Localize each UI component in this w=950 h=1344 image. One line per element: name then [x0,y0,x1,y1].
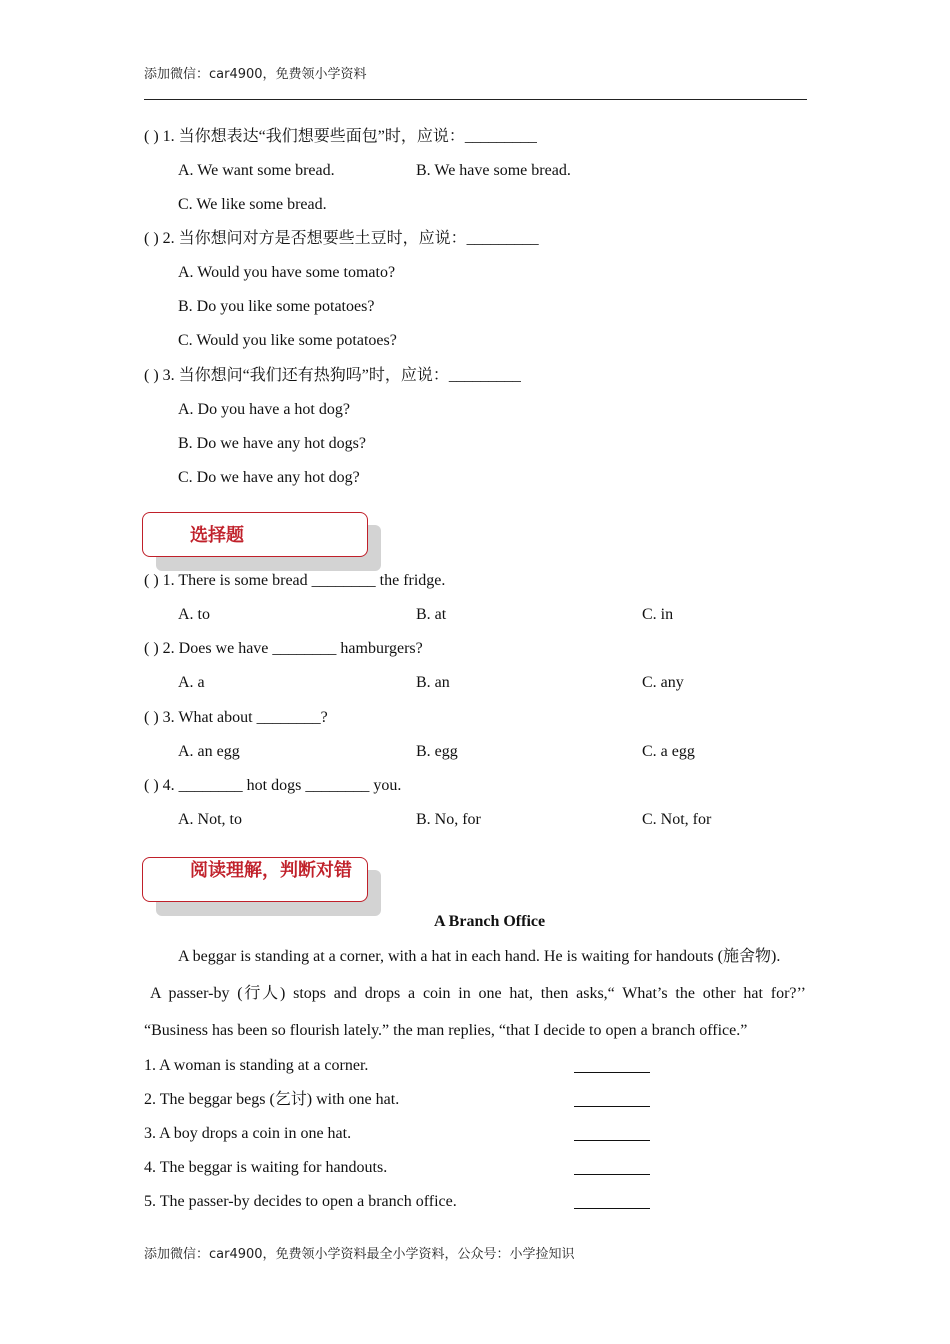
page-header: 添加微信：car4900，免费领小学资料 [144,67,367,82]
choice-q3-stem: ( ) 3. What about ________? [144,709,328,726]
situational-q2-stem: ( ) 2. 当你想问对方是否想要些土豆时，应说：_________ [144,230,539,247]
choice-q2-option-c: C. any [642,674,684,691]
choice-q4-option-a: A. Not, to [178,811,242,828]
situational-q1-option-c: C. We like some bread. [178,196,327,213]
choice-q1-option-c: C. in [642,606,674,623]
situational-q2-option-a: A. Would you have some tomato? [178,264,396,281]
choice-q4-stem: ( ) 4. ________ hot dogs ________ you. [144,777,402,794]
choice-q3-option-a: A. an egg [178,743,240,760]
choice-q1-option-b: B. at [416,606,447,623]
choice-q1-option-a: A. to [178,606,210,623]
situational-q1-option-b: B. We have some bread. [416,162,571,179]
choice-q4-option-b: B. No, for [416,811,481,828]
statement-3: 3. A boy drops a coin in one hat. [144,1125,352,1142]
choice-q2-option-a: A. a [178,674,205,691]
choice-q4-option-c: C. Not, for [642,811,712,828]
choice-q2-option-b: B. an [416,674,450,691]
statement-4: 4. The beggar is waiting for handouts. [144,1159,388,1176]
page-footer: 添加微信：car4900，免费领小学资料最全小学资料，公众号：小学捡知识 [144,1247,575,1262]
situational-q3-option-a: A. Do you have a hot dog? [178,401,350,418]
situational-q2-option-b: B. Do you like some potatoes? [178,298,375,315]
choice-q2-stem: ( ) 2. Does we have ________ hamburgers? [144,640,423,657]
situational-q1-stem: ( ) 1. 当你想表达“我们想要些面包”时，应说：_________ [144,128,537,145]
statement-5: 5. The passer-by decides to open a branch office. [144,1193,457,1210]
passage-paragraph-1: A beggar is standing at a corner, with a hat in each hand. He is waiting for handouts (施舍物). [178,948,781,965]
choice-q1-stem: ( ) 1. There is some bread ________ the fridge. [144,572,446,589]
answer-blank-5[interactable] [574,1208,650,1209]
statement-1: 1. A woman is standing at a corner. [144,1057,369,1074]
choice-section-title: 选择题 [190,525,244,546]
answer-blank-4[interactable] [574,1174,650,1175]
choice-q3-option-b: B. egg [416,743,458,760]
situational-q3-option-c: C. Do we have any hot dog? [178,469,360,486]
situational-q3-stem: ( ) 3. 当你想问“我们还有热狗吗”时，应说：_________ [144,367,521,384]
passage-title: A Branch Office [434,913,546,930]
situational-q3-option-b: B. Do we have any hot dogs? [178,435,366,452]
answer-blank-2[interactable] [574,1106,650,1107]
reading-section-title: 阅读理解，判断对错 [190,860,352,881]
header-divider [144,99,807,100]
choice-q3-option-c: C. a egg [642,743,695,760]
situational-q2-option-c: C. Would you like some potatoes? [178,332,397,349]
choice-section-badge [142,512,368,557]
answer-blank-3[interactable] [574,1140,650,1141]
passage-paragraph-2: A passer-by (行人) stops and drops a coin in one hat, then asks,“ What’s the other hat for?’’ [150,985,806,1002]
statement-2: 2. The beggar begs (乞讨) with one hat. [144,1091,400,1108]
passage-paragraph-3: “Business has been so flourish lately.” the man replies, “that I decide to open a branch office.” [144,1022,748,1039]
situational-q1-option-a: A. We want some bread. [178,162,335,179]
answer-blank-1[interactable] [574,1072,650,1073]
